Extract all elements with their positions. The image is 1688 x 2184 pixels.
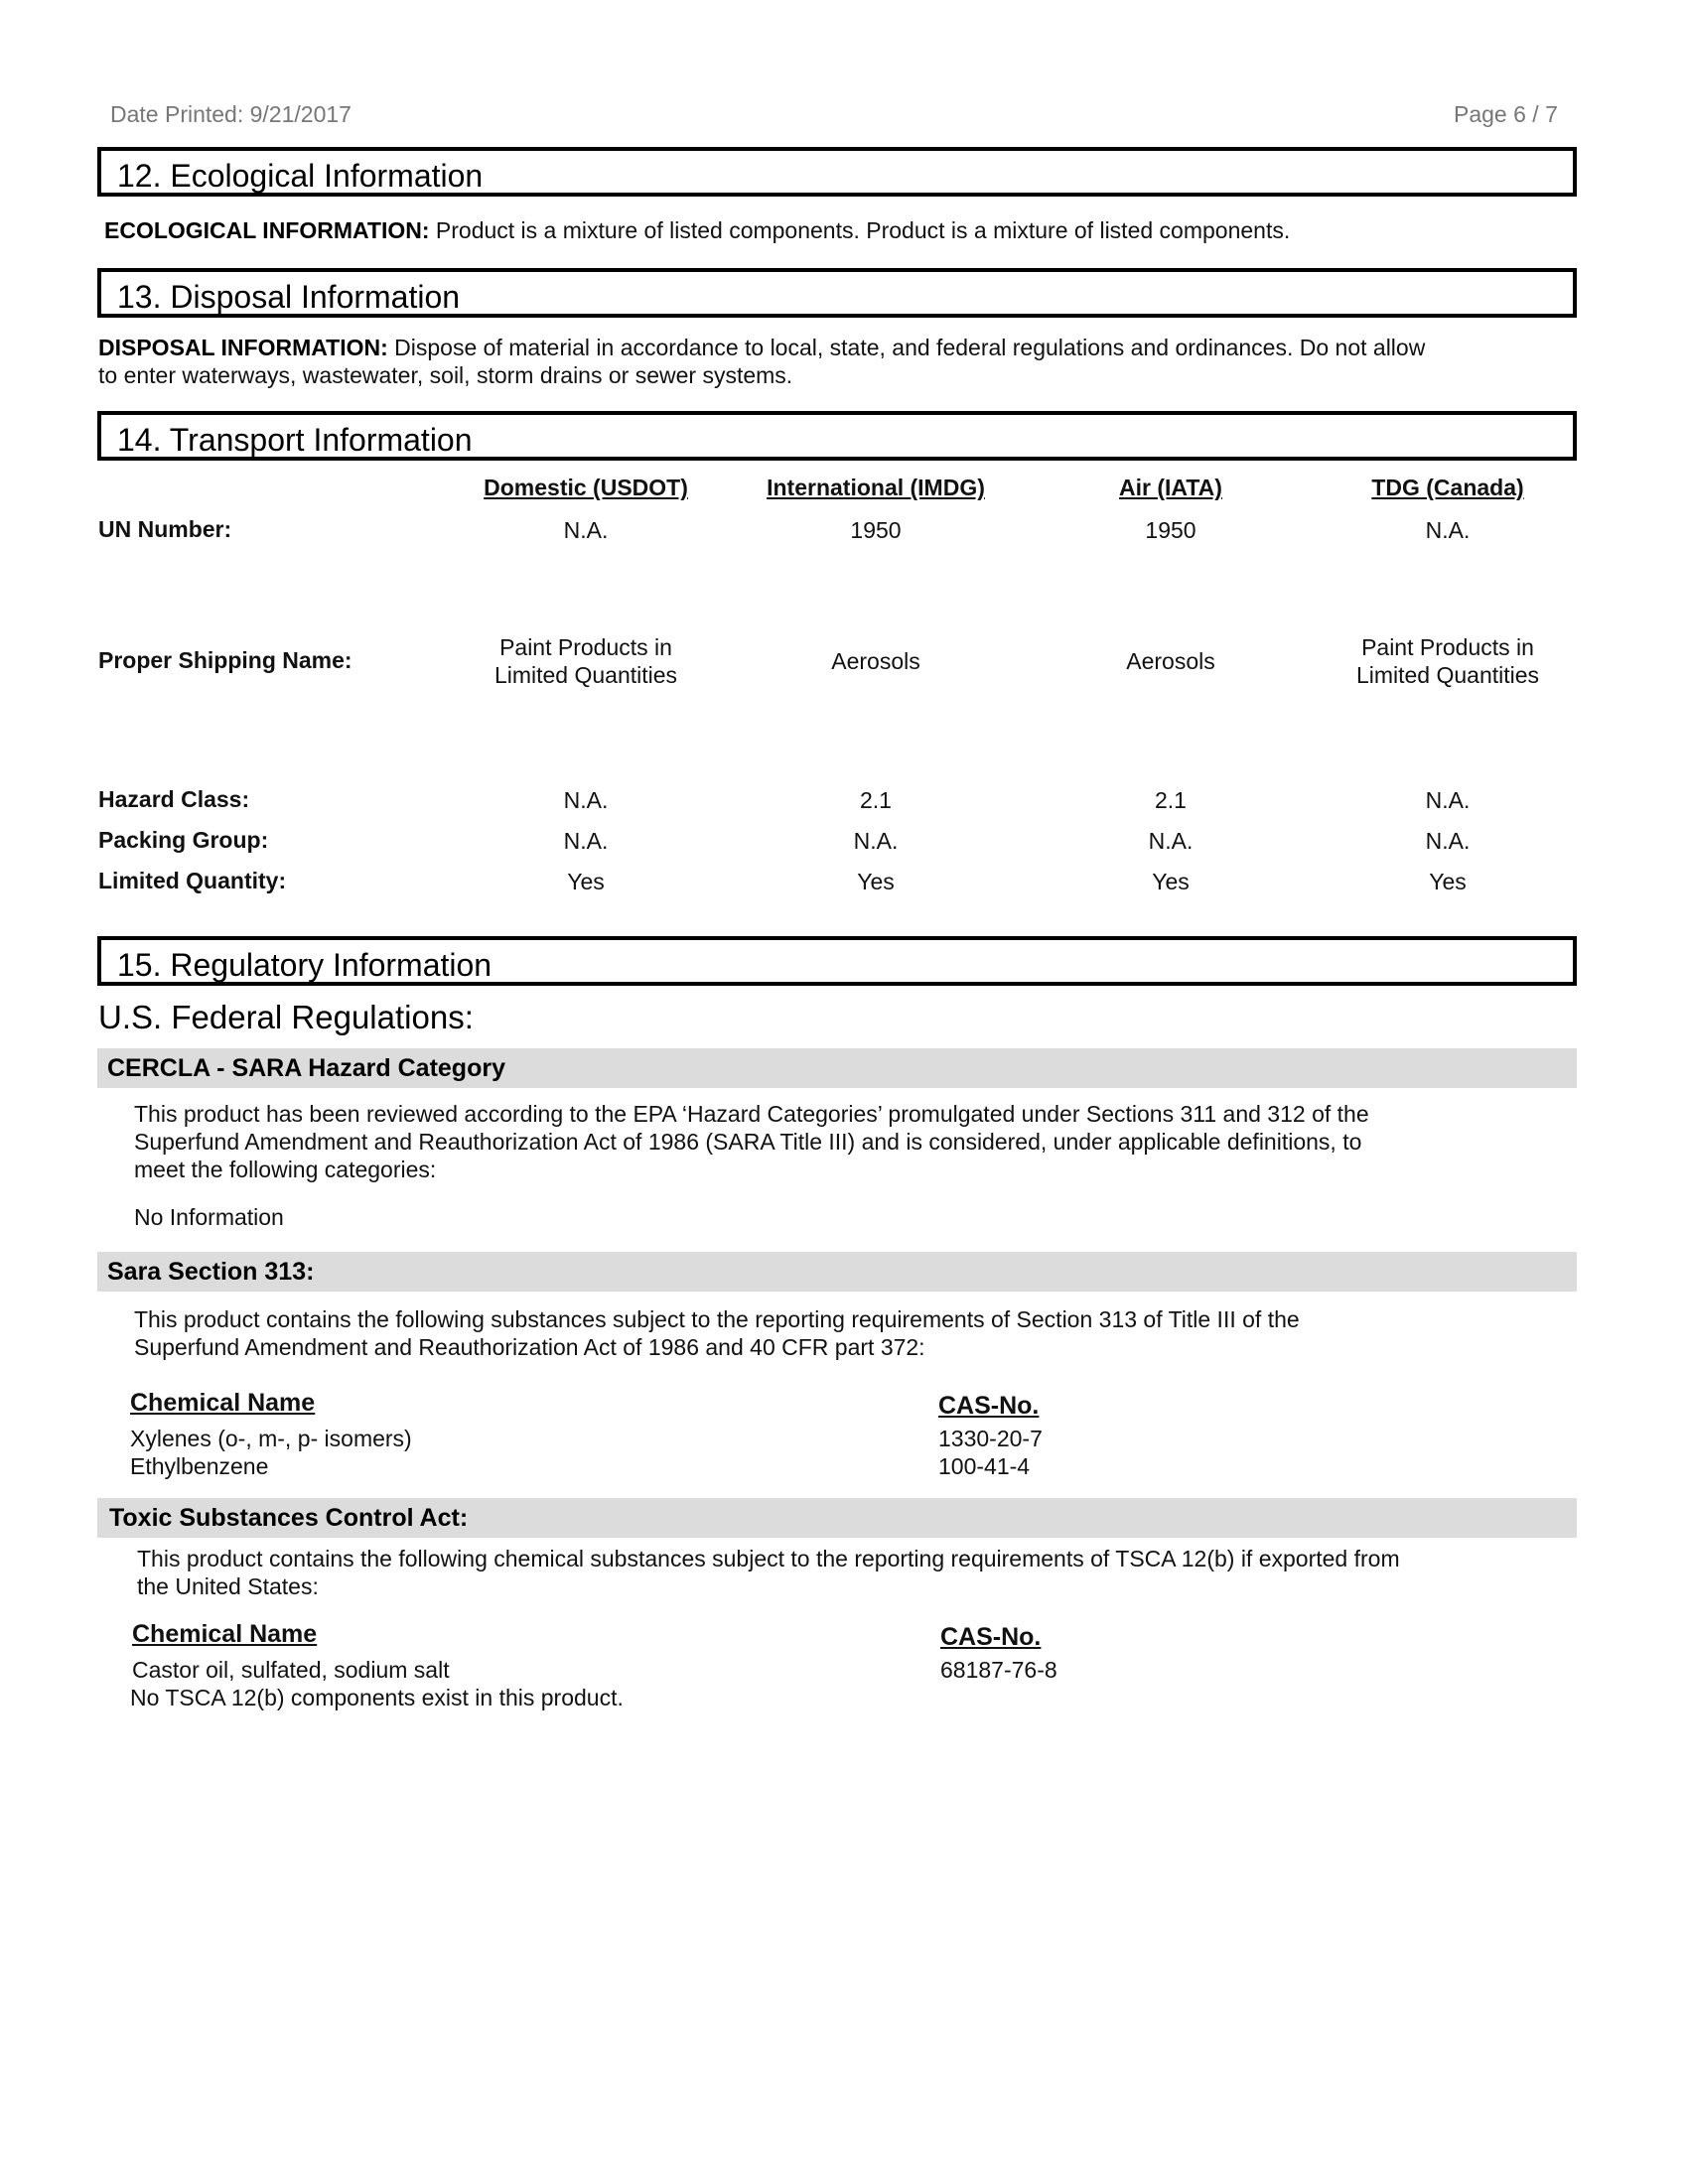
row-limited-label: Limited Quantity: bbox=[98, 868, 287, 893]
table-cell: Aerosols bbox=[831, 648, 920, 674]
disposal-label: DISPOSAL INFORMATION: bbox=[98, 335, 388, 360]
cercla-title: CERCLA - SARA Hazard Category bbox=[107, 1054, 505, 1082]
row-packing-label: Packing Group: bbox=[98, 827, 269, 853]
cell-line: Paint Products in bbox=[499, 634, 672, 660]
section-13-title: 13. Disposal Information bbox=[117, 279, 461, 315]
table-cell: N.A. bbox=[1425, 787, 1471, 813]
disposal-info bbox=[98, 334, 1588, 389]
cercla-line: This product has been reviewed according to the EPA ‘Hazard Categories’ promulgated under Sections 311 and 312 of the bbox=[134, 1101, 1369, 1127]
table-cell: 1950 bbox=[1145, 517, 1196, 543]
list-item: Xylenes (o-, m-, p- isomers) bbox=[130, 1426, 412, 1451]
table-cell bbox=[1319, 633, 1577, 689]
section-14-title: 14. Transport Information bbox=[117, 422, 473, 458]
sara-col-chemical-name: Chemical Name bbox=[130, 1389, 316, 1417]
row-hazard-label: Hazard Class: bbox=[98, 786, 250, 812]
cercla-line: meet the following categories: bbox=[134, 1157, 437, 1182]
table-cell: N.A. bbox=[853, 828, 899, 854]
sara-313-bar bbox=[97, 1252, 1577, 1292]
tsca-col-chemical-name: Chemical Name bbox=[132, 1620, 318, 1648]
tsca-line: the United States: bbox=[137, 1573, 319, 1599]
section-12-title: 12. Ecological Information bbox=[117, 158, 484, 194]
sara-col-cas: CAS-No. bbox=[938, 1392, 1040, 1420]
tsca-bar bbox=[97, 1498, 1577, 1538]
tsca-title bbox=[109, 1504, 468, 1533]
section-15-header bbox=[97, 936, 1577, 986]
list-item: 100-41-4 bbox=[938, 1453, 1031, 1479]
col-international: International (IMDG) bbox=[767, 475, 985, 500]
sara-line: Superfund Amendment and Reauthorization Act of 1986 and 40 CFR part 372: bbox=[134, 1334, 925, 1360]
ecological-info bbox=[104, 216, 1290, 244]
cell-line: Paint Products in bbox=[1361, 634, 1534, 660]
table-cell: 2.1 bbox=[860, 787, 892, 813]
table-cell: Yes bbox=[857, 869, 895, 894]
cercla-bar bbox=[97, 1048, 1577, 1088]
table-cell: N.A. bbox=[563, 828, 609, 854]
disposal-text: Dispose of material in accordance to local, state, and federal regulations and ordinances. Do not allow bbox=[394, 335, 1426, 360]
col-domestic: Domestic (USDOT) bbox=[484, 475, 688, 500]
section-13-header bbox=[97, 268, 1577, 318]
table-cell: Aerosols bbox=[1126, 648, 1215, 674]
table-cell: N.A. bbox=[563, 517, 609, 543]
federal-regulations-heading: U.S. Federal Regulations: bbox=[98, 999, 474, 1035]
page-number: Page 6 / 7 bbox=[1454, 101, 1558, 127]
cercla-text bbox=[134, 1100, 1584, 1183]
tsca-title-text: Toxic Substances Control Act: bbox=[109, 1504, 469, 1532]
tsca-text bbox=[137, 1545, 1587, 1600]
row-psn-label: Proper Shipping Name: bbox=[98, 647, 352, 673]
disposal-text-line2: to enter waterways, wastewater, soil, storm drains or sewer systems. bbox=[98, 362, 793, 388]
ecological-label: ECOLOGICAL INFORMATION: bbox=[104, 217, 430, 243]
table-cell: 2.1 bbox=[1155, 787, 1187, 813]
table-cell: Yes bbox=[1429, 869, 1467, 894]
table-cell: 1950 bbox=[850, 517, 902, 543]
cercla-value: No Information bbox=[134, 1204, 284, 1230]
list-item: Castor oil, sulfated, sodium salt bbox=[132, 1657, 450, 1683]
table-cell: N.A. bbox=[1425, 828, 1471, 854]
col-air: Air (IATA) bbox=[1119, 475, 1222, 500]
table-cell: Yes bbox=[567, 869, 605, 894]
col-tdg: TDG (Canada) bbox=[1371, 475, 1524, 500]
sara-line: This product contains the following substances subject to the reporting requirements of Section 313 of Title III of the bbox=[134, 1306, 1300, 1332]
table-cell: N.A. bbox=[1148, 828, 1194, 854]
cell-line: Limited Quantities bbox=[493, 662, 678, 688]
tsca-note: No TSCA 12(b) components exist in this product. bbox=[130, 1685, 624, 1710]
section-12-header bbox=[97, 147, 1577, 197]
table-cell: N.A. bbox=[1425, 517, 1471, 543]
cell-line: Limited Quantities bbox=[1355, 662, 1540, 688]
table-cell bbox=[457, 633, 715, 689]
cercla-line: Superfund Amendment and Reauthorization Act of 1986 (SARA Title III) and is considered, under applicable definitions, to bbox=[134, 1129, 1362, 1155]
tsca-line: This product contains the following chemical substances subject to the reporting requirements of TSCA 12(b) if exported from bbox=[137, 1546, 1400, 1571]
section-15-title: 15. Regulatory Information bbox=[117, 947, 492, 983]
row-un-label: UN Number: bbox=[98, 516, 232, 542]
list-item: 1330-20-7 bbox=[938, 1426, 1043, 1451]
table-cell: Yes bbox=[1152, 869, 1190, 894]
sara-313-title: Sara Section 313: bbox=[107, 1258, 315, 1286]
sara-313-text bbox=[134, 1305, 1584, 1361]
ecological-text: Product is a mixture of listed components. Product is a mixture of listed components. bbox=[435, 217, 1291, 243]
list-item: 68187-76-8 bbox=[940, 1657, 1057, 1683]
date-printed: Date Printed: 9/21/2017 bbox=[110, 101, 352, 127]
section-14-header bbox=[97, 411, 1577, 461]
tsca-col-cas: CAS-No. bbox=[940, 1623, 1042, 1651]
table-cell: N.A. bbox=[563, 787, 609, 813]
list-item: Ethylbenzene bbox=[130, 1453, 269, 1479]
